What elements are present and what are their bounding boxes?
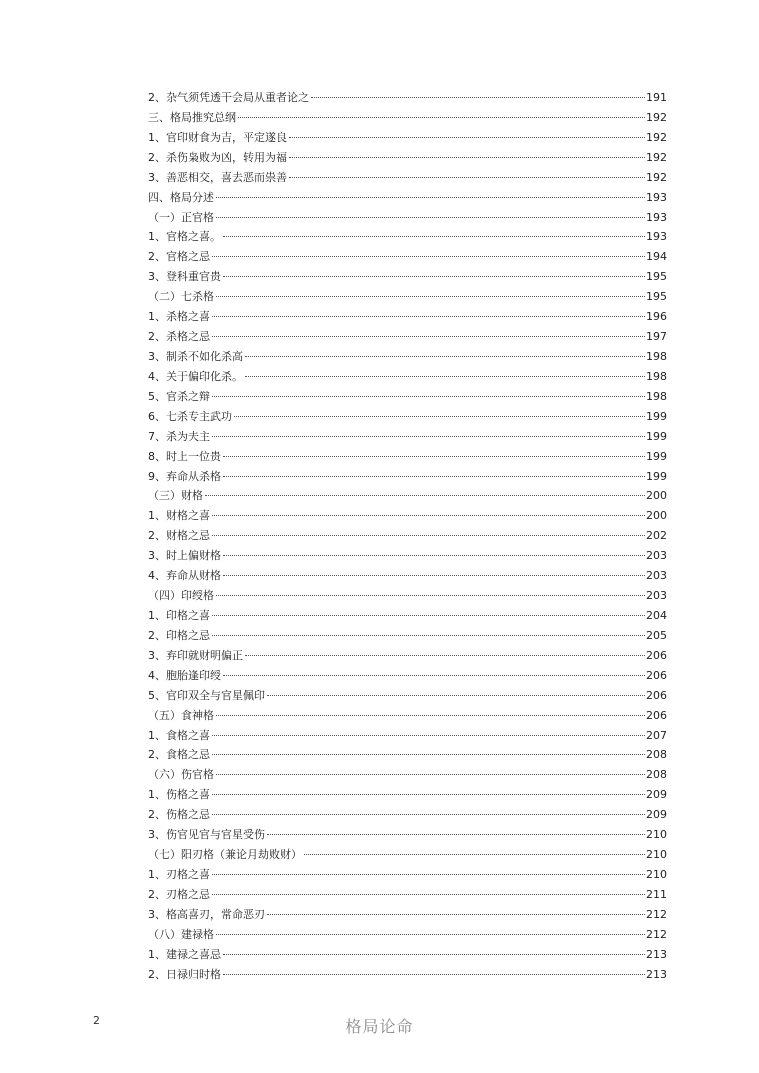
toc-entry-title: （四）印绶格 [148, 589, 214, 603]
toc-entry[interactable] [148, 726, 667, 746]
toc-entry[interactable] [148, 945, 667, 965]
toc-entry-title: （二）七杀格 [148, 290, 214, 304]
toc-entry[interactable] [148, 387, 667, 407]
page-number: 2 [93, 1014, 100, 1027]
toc-dot-leader [212, 535, 645, 536]
toc-entry-title: 2、财格之忌 [148, 529, 210, 543]
toc-entry-page: 212 [646, 907, 667, 921]
toc-entry-page: 192 [646, 130, 667, 144]
toc-entry[interactable] [148, 88, 667, 108]
toc-entry-title: 4、关于偏印化杀。 [148, 369, 243, 383]
toc-entry-page: 207 [646, 728, 667, 742]
toc-entry[interactable] [148, 646, 667, 666]
toc-dot-leader [223, 675, 645, 676]
toc-entry[interactable] [148, 467, 667, 487]
toc-entry-title: 三、格局推究总纲 [148, 110, 236, 124]
toc-entry-page: 206 [646, 688, 667, 702]
toc-entry-page: 211 [646, 887, 667, 901]
toc-entry-page: 209 [646, 808, 667, 822]
toc-dot-leader [223, 954, 645, 955]
toc-entry-page: 195 [646, 290, 667, 304]
toc-entry-page: 213 [646, 947, 667, 961]
toc-entry-page: 193 [646, 230, 667, 244]
toc-entry[interactable] [148, 267, 667, 287]
toc-entry-title: 3、制杀不如化杀高 [148, 349, 243, 363]
toc-entry[interactable] [148, 626, 667, 646]
toc-dot-leader [212, 814, 645, 815]
toc-dot-leader [289, 177, 645, 178]
toc-entry[interactable] [148, 845, 667, 865]
toc-entry-page: 200 [646, 509, 667, 523]
toc-entry-title: 四、格局分述 [148, 190, 214, 204]
toc-dot-leader [212, 794, 645, 795]
toc-entry[interactable] [148, 307, 667, 327]
toc-entry-page: 193 [646, 210, 667, 224]
toc-dot-leader [267, 914, 645, 915]
toc-entry-page: 198 [646, 369, 667, 383]
toc-entry-page: 192 [646, 110, 667, 124]
toc-dot-leader [245, 356, 645, 357]
toc-dot-leader [212, 515, 645, 516]
toc-entry-page: 203 [646, 569, 667, 583]
toc-dot-leader [234, 416, 645, 417]
toc-entry-title: （七）阳刃格（兼论月劫败财） [148, 848, 302, 862]
toc-entry[interactable] [148, 347, 667, 367]
toc-entry[interactable] [148, 706, 667, 726]
toc-dot-leader [212, 256, 645, 257]
toc-entry-page: 199 [646, 449, 667, 463]
toc-entry[interactable] [148, 188, 667, 208]
toc-dot-leader [212, 635, 645, 636]
toc-entry-title: 4、弃命从财格 [148, 569, 221, 583]
toc-entry-page: 204 [646, 608, 667, 622]
toc-entry-page: 203 [646, 589, 667, 603]
toc-entry-title: （一）正官格 [148, 210, 214, 224]
toc-entry-page: 199 [646, 469, 667, 483]
toc-entry[interactable] [148, 168, 667, 188]
toc-entry-title: 4、胞胎逢印绶 [148, 668, 221, 682]
toc-entry-page: 199 [646, 429, 667, 443]
toc-entry-title: （三）财格 [148, 489, 203, 503]
toc-entry-title: 2、伤格之忌 [148, 808, 210, 822]
toc-dot-leader [304, 854, 645, 855]
toc-entry[interactable] [148, 765, 667, 785]
toc-entry-title: 2、官格之忌 [148, 250, 210, 264]
toc-entry-page: 206 [646, 668, 667, 682]
toc-entry-title: 3、登科重官贵 [148, 270, 221, 284]
toc-dot-leader [216, 296, 645, 297]
toc-entry[interactable] [148, 825, 667, 845]
toc-entry[interactable] [148, 586, 667, 606]
toc-entry-page: 206 [646, 708, 667, 722]
toc-entry[interactable] [148, 805, 667, 825]
toc-dot-leader [212, 735, 645, 736]
toc-entry-page: 194 [646, 250, 667, 264]
toc-entry[interactable] [148, 327, 667, 347]
toc-entry[interactable] [148, 686, 667, 706]
toc-entry[interactable] [148, 606, 667, 626]
toc-entry-page: 208 [646, 748, 667, 762]
toc-dot-leader [212, 874, 645, 875]
toc-entry-page: 199 [646, 409, 667, 423]
toc-entry-title: 1、食格之喜 [148, 728, 210, 742]
toc-dot-leader [216, 774, 645, 775]
toc-entry[interactable] [148, 666, 667, 686]
toc-entry-title: 6、七杀专主武功 [148, 409, 232, 423]
toc-entry-title: 2、日禄归时格 [148, 967, 221, 981]
toc-entry-page: 192 [646, 150, 667, 164]
toc-dot-leader [212, 316, 645, 317]
toc-entry-title: 2、杀格之忌 [148, 330, 210, 344]
toc-entry-page: 197 [646, 330, 667, 344]
toc-entry-title: （五）食神格 [148, 708, 214, 722]
toc-entry[interactable] [148, 128, 667, 148]
toc-dot-leader [289, 137, 645, 138]
toc-entry-page: 205 [646, 628, 667, 642]
toc-entry[interactable] [148, 108, 667, 128]
toc-entry-title: 1、官格之喜。 [148, 230, 221, 244]
toc-dot-leader [223, 555, 645, 556]
toc-entry[interactable] [148, 745, 667, 765]
toc-entry[interactable] [148, 785, 667, 805]
toc-entry-title: 3、善恶相交，喜去恶而祟善 [148, 170, 287, 184]
toc-entry-page: 193 [646, 190, 667, 204]
toc-entry-title: 7、杀为夫主 [148, 429, 210, 443]
toc-entry[interactable] [148, 885, 667, 905]
toc-entry[interactable] [148, 427, 667, 447]
toc-entry[interactable] [148, 865, 667, 885]
toc-entry-page: 206 [646, 648, 667, 662]
toc-entry-title: 3、格高喜刃，常命恶刃 [148, 907, 265, 921]
toc-entry[interactable] [148, 486, 667, 506]
toc-dot-leader [289, 157, 645, 158]
toc-entry-page: 196 [646, 310, 667, 324]
toc-dot-leader [212, 894, 645, 895]
toc-entry-title: 1、杀格之喜 [148, 310, 210, 324]
toc-entry-page: 198 [646, 389, 667, 403]
toc-entry-title: （八）建禄格 [148, 927, 214, 941]
toc-entry-title: 2、食格之忌 [148, 748, 210, 762]
toc-entry-title: 1、伤格之喜 [148, 788, 210, 802]
toc-entry-title: 3、伤官见官与官星受伤 [148, 828, 265, 842]
toc-entry[interactable] [148, 208, 667, 228]
toc-entry-page: 210 [646, 867, 667, 881]
toc-dot-leader [267, 695, 645, 696]
toc-entry[interactable] [148, 526, 667, 546]
toc-entry-title: 1、刃格之喜 [148, 867, 210, 881]
footer-book-title: 格局论命 [345, 1017, 414, 1036]
toc-entry-title: 1、官印财食为吉，平定遂良 [148, 130, 287, 144]
toc-entry-title: 5、官印双全与官星佩印 [148, 688, 265, 702]
toc-dot-leader [216, 715, 645, 716]
toc-dot-leader [223, 456, 645, 457]
toc-entry-title: 8、时上一位贵 [148, 449, 221, 463]
toc-entry-title: 5、官杀之辩 [148, 389, 210, 403]
toc-entry-page: 210 [646, 848, 667, 862]
toc-entry-title: 1、印格之喜 [148, 608, 210, 622]
toc-entry[interactable] [148, 566, 667, 586]
toc-entry-page: 208 [646, 768, 667, 782]
toc-dot-leader [238, 117, 645, 118]
toc-dot-leader [223, 575, 645, 576]
toc-entry-page: 202 [646, 529, 667, 543]
toc-dot-leader [212, 754, 645, 755]
toc-dot-leader [223, 276, 645, 277]
toc-entry[interactable] [148, 148, 667, 168]
toc-entry-title: 1、建禄之喜忌 [148, 947, 221, 961]
toc-entry-page: 192 [646, 170, 667, 184]
toc-entry[interactable] [148, 965, 667, 985]
toc-entry-page: 209 [646, 788, 667, 802]
toc-entry-page: 210 [646, 828, 667, 842]
toc-entry-title: 2、杀伤枭败为凶，转用为福 [148, 150, 287, 164]
toc-dot-leader [212, 336, 645, 337]
toc-dot-leader [205, 495, 645, 496]
toc-entry[interactable] [148, 905, 667, 925]
toc-entry-page: 203 [646, 549, 667, 563]
toc-entry-title: 2、印格之忌 [148, 628, 210, 642]
toc-entry-title: 1、财格之喜 [148, 509, 210, 523]
toc-dot-leader [216, 595, 645, 596]
toc-entry[interactable] [148, 506, 667, 526]
toc-dot-leader [212, 436, 645, 437]
toc-entry-page: 195 [646, 270, 667, 284]
toc-dot-leader [212, 396, 645, 397]
toc-entry[interactable] [148, 247, 667, 267]
toc-dot-leader [245, 655, 645, 656]
toc-dot-leader [223, 476, 645, 477]
toc-entry-page: 200 [646, 489, 667, 503]
toc-entry[interactable] [148, 546, 667, 566]
toc-dot-leader [223, 236, 645, 237]
toc-dot-leader [223, 974, 645, 975]
toc-entry-page: 212 [646, 927, 667, 941]
toc-entry-title: 2、刃格之忌 [148, 887, 210, 901]
toc-entry-title: 3、弃印就财明偏正 [148, 648, 243, 662]
toc-entry-page: 191 [646, 91, 667, 104]
toc-dot-leader [267, 834, 645, 835]
toc-dot-leader [216, 217, 645, 218]
toc-entry[interactable] [148, 287, 667, 307]
toc-dot-leader [311, 97, 645, 98]
toc-entry-title: 3、时上偏财格 [148, 549, 221, 563]
toc-entry[interactable] [148, 925, 667, 945]
toc-entry[interactable] [148, 367, 667, 387]
toc-dot-leader [212, 615, 645, 616]
toc-entry-title: 9、弃命从杀格 [148, 469, 221, 483]
table-of-contents [148, 88, 667, 984]
toc-entry[interactable] [148, 227, 667, 247]
toc-dot-leader [216, 197, 645, 198]
toc-entry[interactable] [148, 447, 667, 467]
toc-entry-title: 2、杂气须凭透干会局从重者论之 [148, 91, 309, 104]
toc-entry-page: 213 [646, 967, 667, 981]
toc-dot-leader [245, 376, 645, 377]
toc-entry-title: （六）伤官格 [148, 768, 214, 782]
toc-dot-leader [216, 934, 645, 935]
toc-entry-page: 198 [646, 349, 667, 363]
toc-entry[interactable] [148, 407, 667, 427]
